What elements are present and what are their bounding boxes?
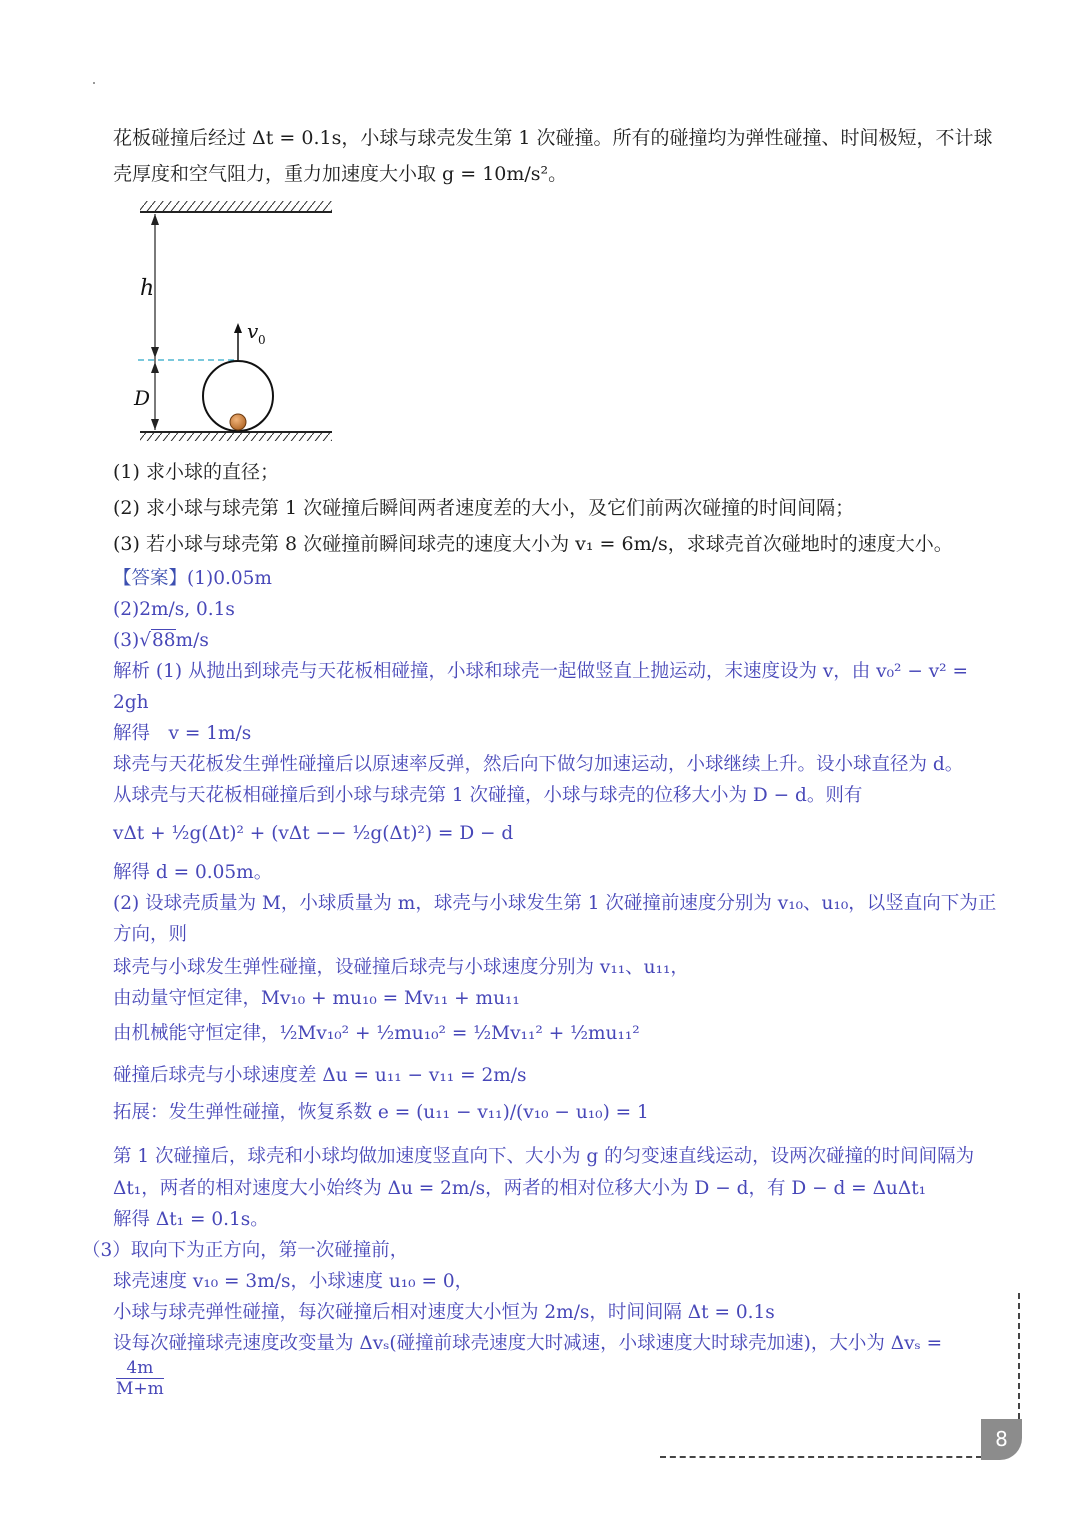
solution-line-14: 拓展：发生弹性碰撞，恢复系数 e = (u₁₁ − v₁₁)/(v₁₀ − u₁₀) = 1 (113, 1102, 649, 1123)
solution-line-12: 由机械能守恒定律，½Mv₁₀² + ½mu₁₀² = ½Mv₁₁² + ½mu₁₁² (113, 1023, 640, 1044)
fraction-4m-over-Mm (116, 1358, 164, 1399)
answer-3-pre: (3)√ (113, 630, 151, 651)
answer-3-radicand: 88 (152, 630, 176, 651)
solution-line-7: 解得 d = 0.05m。 (113, 862, 273, 883)
intro-line-2: 壳厚度和空气阻力，重力加速度大小取 g = 10m/s²。 (113, 163, 568, 185)
solution-line-20: 小球与球壳弹性碰撞，每次碰撞后相对速度大小恒为 2m/s，时间间隔 Δt = 0.1s (113, 1302, 775, 1323)
solution-line-19: 球壳速度 v₁₀ = 3m/s，小球速度 u₁₀ = 0， (113, 1271, 474, 1292)
arrow-d-top (151, 362, 159, 373)
solution-line-17: 解得 Δt₁ = 0.1s。 (113, 1209, 269, 1230)
physics-figure (136, 195, 336, 440)
solution-line-21: 设每次碰撞球壳速度改变量为 Δvₛ(碰撞前球壳速度大时减速，小球速度大时球壳加速)，大小为 Δvₛ = (113, 1333, 943, 1354)
answer-3-unit: m/s (175, 630, 209, 651)
page-border-dashed-horizontal (660, 1456, 982, 1458)
intro-line-1: 花板碰撞后经过 Δt = 0.1s，小球与球壳发生第 1 次碰撞。所有的碰撞均为弹性碰撞、时间极短，不计球 (113, 127, 993, 149)
scan-dot (93, 82, 95, 84)
arrow-h-bottom (151, 347, 159, 358)
label-h: h (140, 276, 155, 301)
solution-line-5: 从球壳与天花板相碰撞后到小球与球壳第 1 次碰撞，小球与球壳的位移大小为 D − d。则有 (113, 785, 863, 806)
solution-line-3: 解得 v = 1m/s (113, 723, 252, 744)
answer-1: (1)0.05m (187, 568, 272, 589)
fraction-numerator: 4m (116, 1358, 164, 1379)
solution-line-11: 由动量守恒定律，Mv₁₀ + mu₁₀ = Mv₁₁ + mu₁₁ (113, 988, 520, 1009)
velocity-arrowhead (234, 323, 242, 333)
arrow-d-bottom (151, 419, 159, 430)
question-1: (1) 求小球的直径； (113, 461, 279, 483)
answer-2: (2)2m/s, 0.1s (113, 599, 235, 620)
fraction-denominator: M+m (116, 1379, 164, 1399)
arrow-h-top (151, 214, 159, 225)
small-ball (230, 414, 246, 430)
solution-line-10: 球壳与小球发生弹性碰撞，设碰撞后球壳与小球速度分别为 v₁₁、u₁₁， (113, 957, 689, 978)
answer-line-1 (113, 565, 272, 593)
answer-line-3 (113, 627, 209, 655)
page-border-dashed-vertical (1018, 1293, 1020, 1419)
solution-line-4: 球壳与天花板发生弹性碰撞后以原速率反弹，然后向下做匀加速运动，小球继续上升。设小球直径为 d。 (113, 754, 964, 775)
label-D: D (134, 386, 151, 410)
solution-line-2: 2gh (113, 692, 149, 713)
floor-hatch (140, 433, 332, 441)
solution-line-16: Δt₁，两者的相对速度大小始终为 Δu = 2m/s，两者的相对位移大小为 D − d，有 D − d = ΔuΔt₁ (113, 1178, 927, 1199)
solution-line-9: 方向，则 (113, 924, 188, 945)
answer-tag: 【答案】 (113, 568, 188, 589)
solution-line-15: 第 1 次碰撞后，球壳和小球均做加速度竖直向下、大小为 g 的匀变速直线运动，设两次碰撞的时间间隔为 (113, 1146, 975, 1167)
solution-line-8: (2) 设球壳质量为 M，小球质量为 m，球壳与小球发生第 1 次碰撞前速度分别为 v₁₀、u₁₀，以竖直向下为正 (113, 893, 997, 914)
solution-line-18: （3）取向下为正方向，第一次碰撞前， (82, 1240, 409, 1261)
solution-line-1: 解析 (1) 从抛出到球壳与天花板相碰撞，小球和球壳一起做竖直上抛运动，末速度设为 v，由 v₀² − v² = (113, 661, 968, 682)
ceiling-hatch (140, 201, 332, 211)
solution-line-6: vΔt + ½g(Δt)² + (vΔt −− ½g(Δt)²) = D − d (113, 823, 514, 844)
solution-line-13: 碰撞后球壳与小球速度差 Δu = u₁₁ − v₁₁ = 2m/s (113, 1065, 527, 1086)
solution-line-22 (113, 1358, 167, 1399)
question-2: (2) 求小球与球壳第 1 次碰撞后瞬间两者速度差的大小，及它们前两次碰撞的时间间隔； (113, 497, 855, 519)
label-v: v (247, 319, 259, 343)
page-number: 8 (981, 1419, 1022, 1460)
label-v-sub: 0 (258, 333, 266, 347)
question-3: (3) 若小球与球壳第 8 次碰撞前瞬间球壳的速度大小为 v₁ = 6m/s，求球壳首次碰地时的速度大小。 (113, 533, 953, 555)
